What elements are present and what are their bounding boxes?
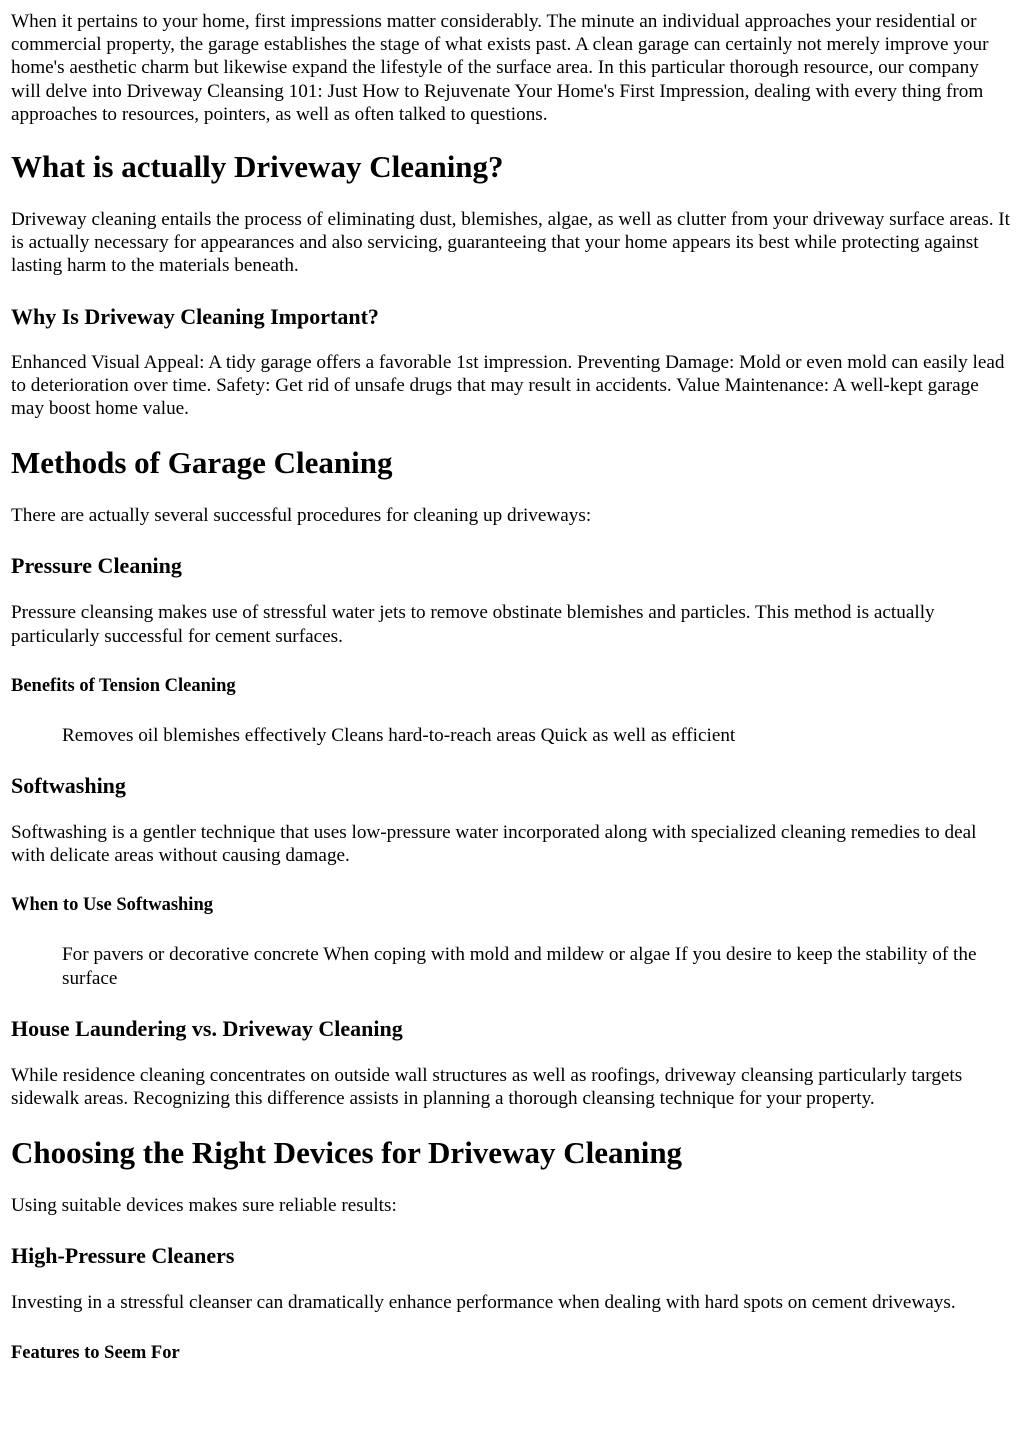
minor-heading-when-to-use: When to Use Softwashing [11, 895, 213, 916]
intro-paragraph: When it pertains to your home, first impressions matter considerably. The minute an individual approaches your residential or commercial property, the garage establishes the stage of what exists past. A clean garage can certainly not merely improve your home's aesthetic charm but likewise expand the lifestyle of the surface area. In this particular thorough resource, our company will delve into Driveway Cleansing 101: Just How to Rejuvenate Your Home's First Impression, dealing with every thing from approaches to resources, pointers, as well as often talked to questions. [11, 11, 989, 125]
section-paragraph: Driveway cleaning entails the process of eliminating dust, blemishes, algae, as well as clutter from your driveway surface areas. It is actually necessary for appearances and also servicing, guaranteeing that your home appears its best while protecting against lasting harm to the materials beneath. [11, 209, 1011, 277]
subheading-pressure-cleaning: Pressure Cleaning [11, 553, 182, 579]
section-paragraph: There are actually several successful procedures for cleaning up driveways: [11, 505, 592, 527]
section-paragraph: Softwashing is a gentler technique that uses low-pressure water incorporated along with specialized cleaning remedies to deal with delicate areas without causing damage. [11, 822, 977, 867]
section-paragraph: Using suitable devices makes sure reliable results: [11, 1195, 397, 1217]
benefits-quote: Removes oil blemishes effectively Cleans hard-to-reach areas Quick as well as efficient [62, 724, 736, 746]
section-heading-methods: Methods of Garage Cleaning [11, 445, 393, 481]
section-paragraph: Investing in a stressful cleanser can dramatically enhance performance when dealing with hard spots on cement driveways. [11, 1292, 956, 1314]
subheading-house-vs-driveway: House Laundering vs. Driveway Cleaning [11, 1015, 403, 1041]
minor-heading-benefits: Benefits of Tension Cleaning [11, 675, 236, 696]
section-heading-choosing-devices: Choosing the Right Devices for Driveway Cleaning [11, 1135, 683, 1171]
section-paragraph: While residence cleaning concentrates on outside wall structures as well as roofings, driveway cleansing particularly targets sidewalk areas. Recognizing this difference assists in planning a thorough cleansing technique for your property. [11, 1064, 963, 1110]
subheading-high-pressure-cleaners: High-Pressure Cleaners [11, 1243, 235, 1269]
section-heading-what-is-driveway-cleaning: What is actually Driveway Cleaning? [11, 149, 504, 185]
section-paragraph: Enhanced Visual Appeal: A tidy garage offers a favorable 1st impression. Preventing Damage: Mold or even mold can easily lead to deterioration over time. Safety: Get rid of unsafe drugs that may result in accidents. Value Maintenance: A well-kept garage may boost home value. [11, 351, 1005, 420]
minor-heading-features: Features to Seem For [11, 1342, 180, 1363]
when-to-use-quote: For pavers or decorative concrete When coping with mold and mildew or algae If you desire to keep the stability of the surface [62, 944, 977, 989]
article [0, 10, 1024, 1364]
subheading-why-important: Why Is Driveway Cleaning Important? [11, 303, 379, 329]
section-paragraph: Pressure cleansing makes use of stressful water jets to remove obstinate blemishes and particles. This method is actually particularly successful for cement surfaces. [11, 602, 935, 647]
subheading-softwashing: Softwashing [11, 773, 126, 799]
